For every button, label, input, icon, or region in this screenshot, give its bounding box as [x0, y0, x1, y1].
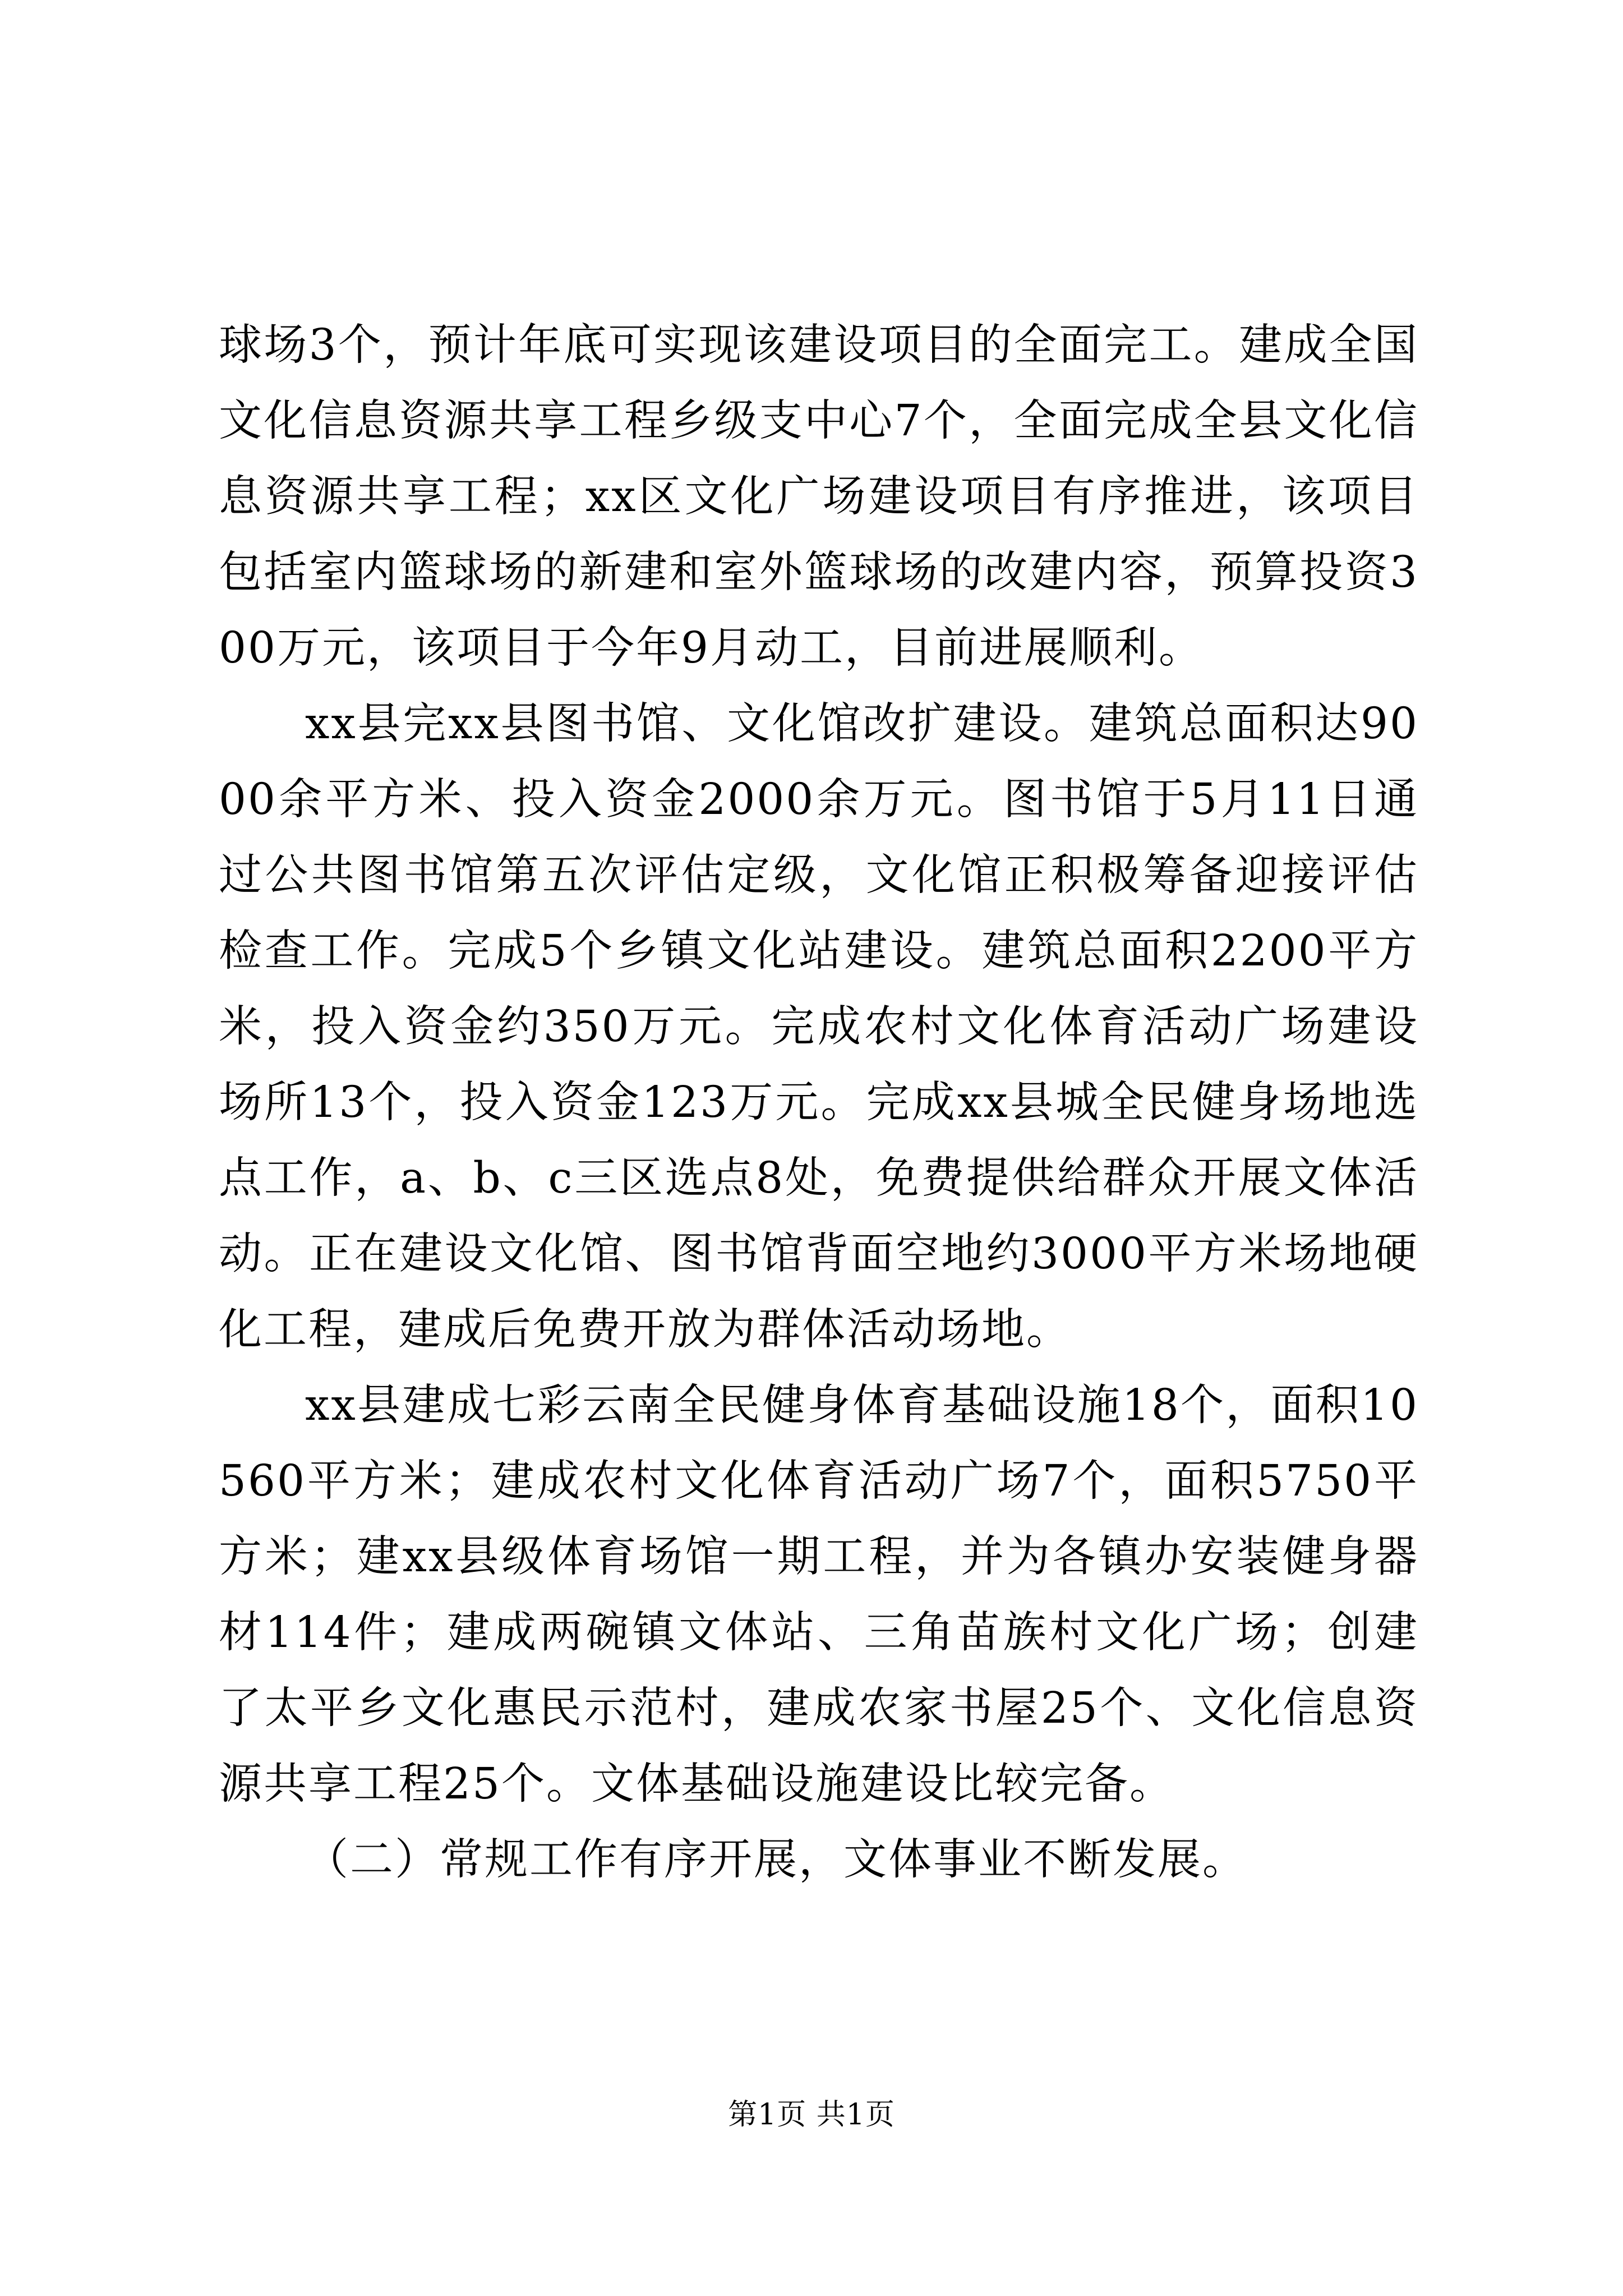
- paragraph-3: xx县建成七彩云南全民健身体育基础设施18个，面积10560平方米；建成农村文化体育活动广场7个，面积5750平方米；建xx县级体育场馆一期工程，并为各镇办安装健身器材114件；建成两碗镇文体站、三角苗族村文化广场；创建了太平乡文化惠民示范村，建成农家书屋25个、文化信息资源共享工程25个。文体基础设施建设比较完备。: [219, 1381, 1419, 1809]
- document-body: [219, 307, 1419, 1898]
- section-heading: （二）常规工作有序开展，文体事业不断发展。: [305, 1835, 1247, 1885]
- paragraph-1: 球场3个，预计年底可实现该建设项目的全面完工。建成全国文化信息资源共享工程乡级支中心7个，全面完成全县文化信息资源共享工程；xx区文化广场建设项目有序推进，该项目包括室内篮球场的新建和室外篮球场的改建内容，预算投资300万元，该项目于今年9月动工，目前进展顺利。: [219, 320, 1419, 673]
- paragraph-2: xx县完xx县图书馆、文化馆改扩建设。建筑总面积达9000余平方米、投入资金2000余万元。图书馆于5月11日通过公共图书馆第五次评估定级，文化馆正积极筹备迎接评估检查工作。完成5个乡镇文化站建设。建筑总面积2200平方米，投入资金约350万元。完成农村文化体育活动广场建设场所13个，投入资金123万元。完成xx县城全民健身场地选点工作，a、b、c三区选点8处，免费提供给群众开展文体活动。正在建设文化馆、图书馆背面空地约3000平方米场地硬化工程，建成后免费开放为群体活动场地。: [219, 699, 1419, 1355]
- page-footer: 第1页 共1页: [728, 2098, 895, 2132]
